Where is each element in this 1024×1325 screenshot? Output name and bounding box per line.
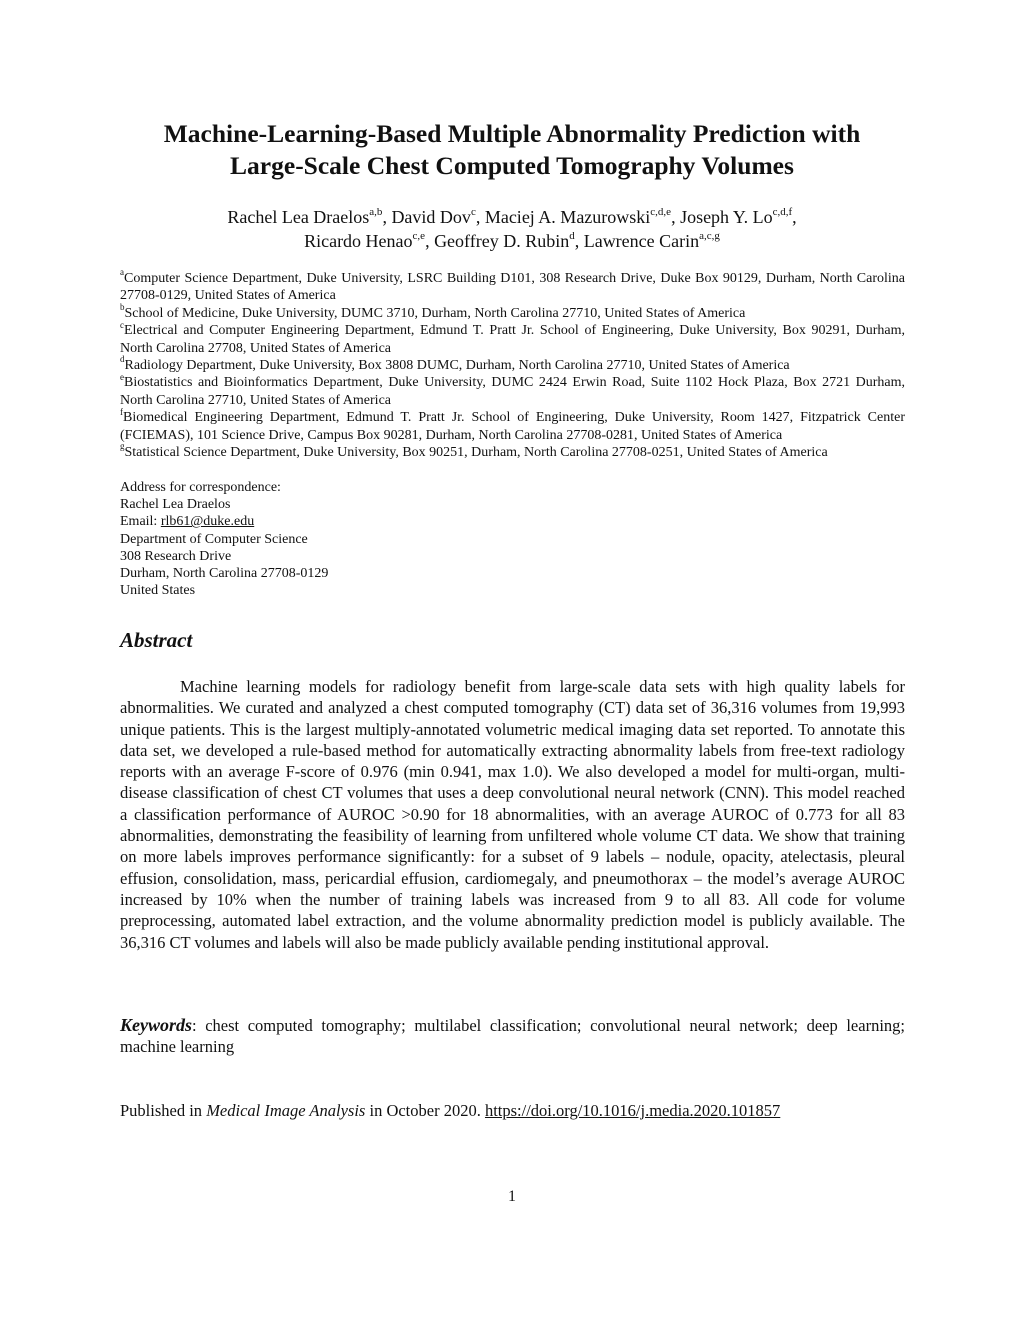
correspondence-email-row: Email: rlb61@duke.edu [120,514,255,530]
affiliation-list [120,267,905,461]
email-link[interactable]: rlb61@duke.edu [160,514,255,530]
author-affiliation-marks: a,b [369,206,383,218]
affiliation-key: f [120,406,123,417]
correspondence-country: United States [120,583,196,599]
author-line-1: Rachel Lea Draelos$^{a,b}$, David Dov$^c$, Maciej A. Mazurowski$^{c,d,e}$, Joseph Y. Lo$^{c,d,f}$, [227,206,797,227]
journal-name: Medical Image Analysis [206,1101,366,1120]
affiliation-item: $^e$Biostatistics and Bioinformatics Department, Duke University, DUMC 2424 Erwin Road, Suite 1102 Hock Plaza, Box 2721 Durham, North Carolina 27710, United States of America [120,371,905,408]
author-affiliation-marks: c,e [412,230,426,242]
affiliation-item: $^f$Biomedical Engineering Department, Edmund T. Pratt Jr. School of Engineering, Duke University, Room 1427, Fitzpatrick Center (FCIEMAS), 101 Science Drive, Campus Box 90281, Durham, North Carolina 27708-0281, United States of America [120,406,905,443]
author-name: Maciej A. Mazurowski [484,207,651,227]
doi-link[interactable]: https://doi.org/10.1016/j.media.2020.101857 [484,1101,781,1120]
abstract-heading: Abstract [120,628,193,652]
title-line-1: Machine-Learning-Based Multiple Abnormality Prediction with [163,119,861,148]
author-name: Ricardo Henao [304,231,413,251]
affiliation-key: g [120,441,125,452]
affiliation-key: b [120,302,125,313]
affiliation-key: c [120,319,124,330]
affiliation-key: d [120,354,125,365]
affiliation-item: $^d$Radiology Department, Duke University, Box 3808 DUMC, Durham, North Carolina 27710, United States of America [120,354,790,374]
title-line-2: Large-Scale Chest Computed Tomography Volumes [230,151,794,180]
correspondence-city: Durham, North Carolina 27708-0129 [120,566,329,582]
author-name: David Dov [391,207,471,227]
author-affiliation-marks: c,d,e [650,206,672,218]
author-list [60,205,964,253]
author-affiliation-marks: c [470,206,476,218]
affiliation-item: $^g$Statistical Science Department, Duke University, Box 90251, Durham, North Carolina 27708-0251, United States of America [120,441,828,461]
abstract-body: Machine learning models for radiology benefit from large-scale data sets with high quality labels for abnormalities. We curated and analyzed a chest computed tomography (CT) data set of 36,316 volumes from 19,993 unique patients. This is the largest multiply-annotated volumetric medical imaging data set reported. To annotate this data set, we developed a rule-based method for automatically extracting abnormality labels from free-text radiology reports with an average F-score of 0.976 (min 0.941, max 1.0). We also developed a model for multi-organ, multi-disease classification of chest CT volumes that uses a deep convolutional neural network (CNN). This model reached a classification performance of AUROC >0.90 for 18 abnormalities, with an average AUROC of 0.773 for all 83 abnormalities, demonstrating the feasibility of learning from unfiltered whole volume CT data. We show that training on more labels improves performance significantly: for a subset of 9 labels – nodule, opacity, atelectasis, pleural effusion, consolidation, mass, pericardial effusion, cardiomegaly, and pneumothorax – the model’s average AUROC increased by 10% when the number of training labels was increased from 9 to all 83. All code for volume preprocessing, automated label extraction, and the volume abnormality prediction model is publicly available. The 36,316 CT volumes and labels will also be made publicly available pending institutional approval. [120,677,905,952]
correspondence-department: Department of Computer Science [120,531,308,547]
correspondence-heading: Address for correspondence: [120,480,281,495]
keywords-text: : chest computed tomography; multilabel classification; convolutional neural network; deep learning; machine learning [120,1016,905,1057]
author-line-2: Ricardo Henao$^{c,e}$, Geoffrey D. Rubin$^d$, Lawrence Carin$^{a,c,g}$ [304,230,720,251]
author-affiliation-marks: a,c,g [699,230,720,242]
author-name: Joseph Y. Lo [680,207,773,227]
author-name: Rachel Lea Draelos [227,207,370,227]
affiliation-item: $^c$Electrical and Computer Engineering Department, Edmund T. Pratt Jr. School of Engineering, Duke University, Box 90291, Durham, North Carolina 27708, United States of America [120,319,905,356]
author-affiliation-marks: c,d,f [772,206,793,218]
affiliation-item: $^b$School of Medicine, Duke University, DUMC 3710, Durham, North Carolina 27710, United States of America [120,302,746,321]
author-name: Lawrence Carin [583,231,700,251]
page-number: 1 [508,1188,516,1205]
author-affiliation-marks: d [569,230,575,242]
paper-title [80,118,944,182]
correspondence-street: 308 Research Drive [120,548,232,564]
correspondence-name: Rachel Lea Draelos [120,497,231,513]
affiliation-key: a [120,267,124,278]
affiliation-item: $^a$Computer Science Department, Duke University, LSRC Building D101, 308 Research Drive, Duke Box 90129, Durham, North Carolina 27708-0129, United States of America [120,267,905,304]
publication-note: Published in Medical Image Analysis in October 2020. https://doi.org/10.1016/j.media.2020.101857 [120,1101,781,1120]
correspondence-block [120,479,328,599]
affiliation-key: e [120,371,124,382]
author-name: Geoffrey D. Rubin [434,231,570,251]
keywords-paragraph [120,1015,905,1058]
keywords-label: Keywords [120,1015,192,1035]
